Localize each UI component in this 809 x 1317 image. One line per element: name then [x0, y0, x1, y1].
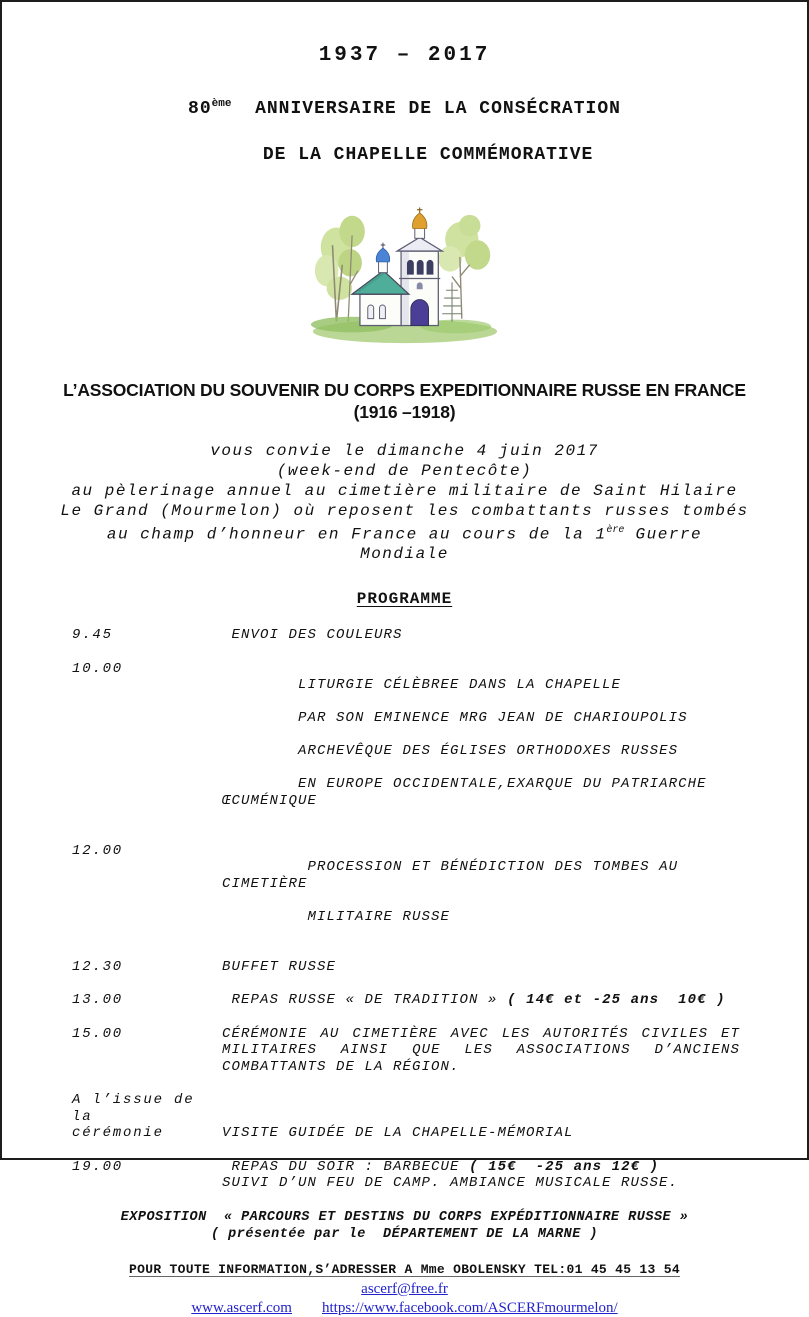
exposition-note [2, 1209, 807, 1244]
right-tree-foliage [438, 215, 490, 272]
time-label: 15.00 [72, 1025, 124, 1042]
event-line: PAR SON EMINENCE MRG JEAN DE CHARIOUPOLIS [298, 710, 688, 727]
event-description [222, 1159, 740, 1192]
blue-onion-dome [376, 248, 389, 262]
association-line2: (1916 –1918) [353, 402, 456, 422]
programme-row [72, 959, 740, 976]
event-line: MILITAIRE RUSSE [298, 908, 451, 925]
time-label [72, 1092, 222, 1142]
time-line: A l’issue de la [72, 1092, 195, 1125]
programme-row [72, 1092, 740, 1142]
anniversary-line1: ANNIVERSAIRE DE LA CONSÉCRATION [231, 99, 621, 119]
event-description [222, 661, 740, 826]
invitation-line2: (week-end de Pentecôte) [276, 462, 533, 480]
event-description: VISITE GUIDÉE DE LA CHAPELLE-MÉMORIAL [222, 1125, 574, 1142]
invitation-line4: Le Grand (Mourmelon) où reposent les combattants russes tombés [60, 502, 749, 520]
programme-heading: PROGRAMME [356, 590, 453, 609]
event-description: ENVOI DES COULEURS [222, 627, 403, 644]
footer [2, 1262, 807, 1317]
event-line: REPAS RUSSE « DE TRADITION » [222, 992, 508, 1009]
exposition-line1: EXPOSITION « PARCOURS ET DESTINS DU CORPS EXPÉDITIONNAIRE RUSSE » [120, 1209, 689, 1225]
invitation-line3: au pèlerinage annuel au cimetière militaire de Saint Hilaire [71, 482, 738, 500]
event-line: REPAS DU SOIR : BARBECUE [222, 1158, 470, 1175]
facebook-link[interactable]: https://www.facebook.com/ASCERFmourmelon/ [321, 1299, 618, 1316]
event-description [222, 843, 740, 942]
price-text: ( 14€ et -25 ans 10€ ) [507, 992, 726, 1009]
invitation-text [2, 441, 807, 564]
invitation-line5-end: Guerre [624, 525, 703, 544]
event-line: ARCHEVÊQUE DES ÉGLISES ORTHODOXES RUSSES [298, 743, 679, 760]
programme-row [72, 1159, 740, 1192]
price-text: ( 15€ -25 ans 12€ ) [469, 1158, 660, 1175]
event-line: SUIVI D’UN FEU DE CAMP. AMBIANCE MUSICALE RUSSE. [222, 1175, 679, 1192]
invitation-line1: vous convie le dimanche 4 juin 2017 [210, 442, 599, 460]
invitation-line5: au champ d’honneur en France au cours de la 1 [106, 525, 607, 544]
chapel-illustration [307, 206, 503, 351]
bell-tower [397, 207, 442, 325]
time-line: cérémonie [72, 1125, 164, 1142]
programme-table [2, 627, 807, 1192]
programme-row [72, 1026, 740, 1076]
time-label: 12.00 [72, 842, 124, 859]
anniversary-title [2, 93, 807, 190]
website-link[interactable]: www.ascerf.com [191, 1299, 292, 1316]
anniversary-ordinal: ème [211, 98, 232, 110]
anniversary-number: 80 [188, 99, 212, 119]
time-label: 9.45 [72, 627, 113, 644]
programme-row [72, 843, 740, 942]
time-label: 19.00 [72, 1158, 124, 1175]
event-description: BUFFET RUSSE [222, 958, 337, 975]
chapel-door [410, 300, 428, 326]
contact-info-line: POUR TOUTE INFORMATION,S’ADRESSER A Mme OBOLENSKY TEL:01 45 45 13 54 [129, 1261, 680, 1277]
programme-row [72, 992, 740, 1009]
gold-onion-dome [412, 213, 426, 229]
time-label: 12.30 [72, 958, 124, 975]
association-title [2, 379, 807, 423]
programme-row [72, 661, 740, 826]
anniversary-line2: DE LA CHAPELLE COMMÉMORATIVE [262, 145, 594, 165]
email-link[interactable]: ascerf@free.fr [361, 1280, 448, 1297]
pine-sketch [442, 282, 462, 321]
years-title: 1937 – 2017 [318, 44, 491, 67]
invitation-line6: Mondiale [360, 545, 449, 564]
blue-dome-turret [376, 243, 389, 273]
event-description: CÉRÉMONIE AU CIMETIÈRE AVEC LES AUTORITÉS CIVILES ET MILITAIRES AINSI QUE LES ASSOCIATIONS D’ANCIENS COMBATTANTS DE LA RÉGION. [222, 1025, 740, 1075]
event-line: EN EUROPE OCCIDENTALE,EXARQUE DU PATRIARCHE ŒCUMÉNIQUE [222, 776, 717, 809]
time-label: 13.00 [72, 992, 124, 1009]
programme-row [72, 627, 740, 644]
event-description [222, 992, 740, 1009]
time-label: 10.00 [72, 660, 124, 677]
invitation-line5-sup: ère [606, 525, 625, 536]
event-line: PROCESSION ET BÉNÉDICTION DES TOMBES AU CIMETIÈRE [222, 859, 688, 892]
event-line: LITURGIE CÉLÈBREE DANS LA CHAPELLE [298, 677, 622, 694]
exposition-line2: ( présentée par le DÉPARTEMENT DE LA MARNE ) [210, 1227, 599, 1243]
association-line1: L’ASSOCIATION DU SOUVENIR DU CORPS EXPEDITIONNAIRE RUSSE EN FRANCE [63, 380, 746, 400]
